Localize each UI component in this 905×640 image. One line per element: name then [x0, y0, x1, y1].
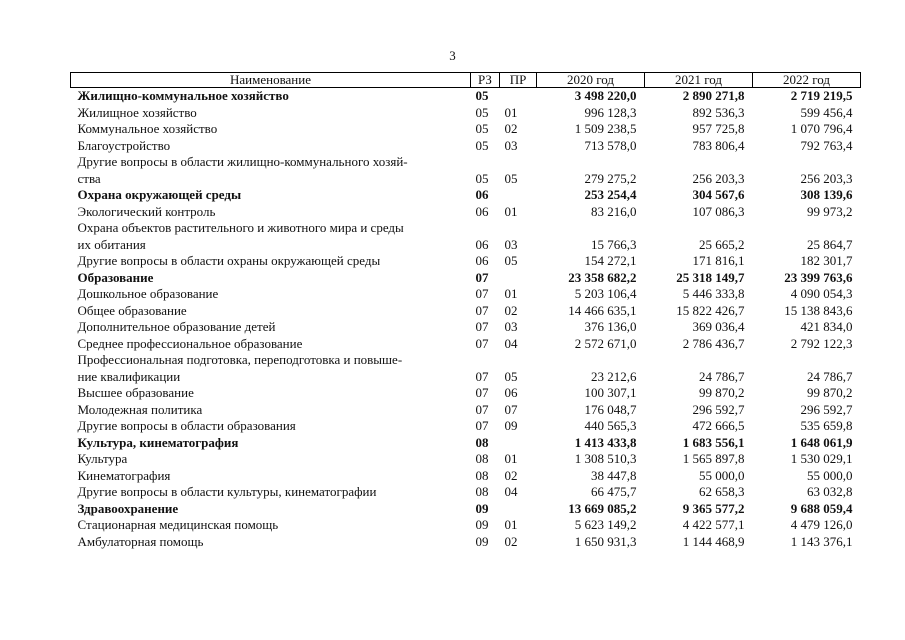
row-value-2022: 2 792 122,3: [790, 335, 853, 351]
table-row: [71, 385, 861, 402]
row-pr: [500, 88, 537, 105]
row-value-2022: 296 592,7: [800, 401, 853, 417]
row-pr: [500, 352, 537, 369]
row-name: ние квалификации: [77, 368, 181, 384]
row-value-2020: 23 212,6: [591, 368, 637, 384]
row-value-2021: 4 422 577,1: [682, 517, 745, 532]
section-row: [71, 187, 861, 204]
row-value-2022: 535 659,8: [800, 418, 853, 433]
row-value-2022: 2 719 219,5: [790, 88, 853, 103]
row-rz: 07: [475, 401, 489, 417]
row-rz: 08: [475, 467, 489, 483]
row-pr: [500, 187, 537, 204]
section-row: [71, 88, 861, 105]
row-value-2020: 3 498 220,0: [574, 88, 637, 103]
row-value-2020: 1 650 931,3: [574, 533, 637, 549]
table-body: [71, 88, 861, 551]
table-row: [71, 319, 861, 336]
table-row: [71, 253, 861, 270]
row-value-2021: 2 890 271,8: [682, 88, 745, 103]
row-rz: 07: [475, 302, 489, 318]
row-pr: [500, 154, 537, 171]
table-row: [71, 402, 861, 419]
row-value-2020: [537, 352, 645, 369]
page-number: 3: [449, 48, 456, 63]
row-pr: [500, 435, 537, 452]
row-rz: 08: [475, 451, 489, 466]
row-rz: 05: [475, 170, 489, 186]
row-pr: 05: [504, 368, 518, 384]
row-pr: 06: [504, 385, 518, 400]
row-value-2022: 308 139,6: [800, 187, 853, 202]
row-pr: 09: [504, 418, 518, 433]
row-rz: 09: [475, 517, 489, 532]
row-value-2021: 369 036,4: [692, 319, 745, 334]
row-name: Охрана объектов растительного и животного мира и среды: [77, 220, 404, 235]
row-name: Молодежная политика: [77, 401, 203, 417]
row-value-2022: [753, 352, 861, 369]
row-value-2020: 1 413 433,8: [574, 434, 637, 450]
row-value-2021: 892 536,3: [692, 104, 745, 120]
section-row: [71, 501, 861, 518]
row-value-2022: 23 399 763,6: [784, 269, 853, 285]
row-pr: 01: [504, 203, 518, 219]
row-value-2020: 2 572 671,0: [574, 335, 637, 351]
table-row: [71, 204, 861, 221]
row-value-2022: 421 834,0: [800, 319, 853, 334]
row-rz: 05: [475, 104, 489, 120]
row-value-2022: 1 530 029,1: [790, 451, 853, 466]
row-name: Культура: [77, 451, 128, 466]
row-value-2020: 38 447,8: [591, 467, 637, 483]
table-row: [71, 534, 861, 551]
row-value-2022: 599 456,4: [800, 104, 853, 120]
row-value-2020: 376 136,0: [584, 319, 637, 334]
table-row: [71, 171, 861, 188]
row-pr: 04: [504, 335, 518, 351]
row-value-2021: 25 318 149,7: [676, 269, 745, 285]
row-name: Другие вопросы в области культуры, кинематографии: [77, 484, 377, 499]
row-value-2020: 5 623 149,2: [574, 517, 637, 532]
table-row: [71, 121, 861, 138]
row-value-2020: 996 128,3: [584, 104, 637, 120]
row-value-2021: 1 565 897,8: [682, 451, 745, 466]
row-pr: [500, 270, 537, 287]
row-value-2020: [537, 154, 645, 171]
table-header-row: [71, 73, 861, 88]
row-value-2021: 99 870,2: [699, 385, 745, 400]
row-value-2022: 15 138 843,6: [784, 302, 853, 318]
row-name: Жилищно-коммунальное хозяйство: [77, 88, 289, 103]
row-rz: 05: [475, 137, 489, 153]
row-value-2020: [537, 220, 645, 237]
row-value-2022: 182 301,7: [800, 253, 853, 268]
row-value-2020: 1 308 510,3: [574, 451, 637, 466]
row-name: Благоустройство: [77, 137, 171, 153]
row-name: их обитания: [77, 236, 146, 252]
row-name: Здравоохранение: [77, 500, 179, 516]
row-value-2021: 5 446 333,8: [682, 286, 745, 301]
row-name: Амбулаторная помощь: [77, 533, 204, 549]
row-value-2022: 1 070 796,4: [790, 121, 853, 136]
row-rz: 05: [475, 88, 489, 103]
table-row: [71, 138, 861, 155]
row-pr: 05: [504, 253, 518, 268]
row-name: Высшее образование: [77, 385, 194, 400]
row-value-2020: 5 203 106,4: [574, 286, 637, 301]
row-value-2020: 14 466 635,1: [568, 302, 637, 318]
row-value-2022: 1 143 376,1: [790, 533, 853, 549]
budget-table: [70, 72, 861, 550]
row-pr: 03: [504, 137, 518, 153]
row-name: Среднее профессиональное образование: [77, 335, 303, 351]
row-name: Культура, кинематография: [77, 434, 239, 450]
row-value-2020: 1 509 238,5: [574, 121, 637, 136]
row-rz: 07: [475, 385, 489, 400]
section-row: [71, 270, 861, 287]
row-value-2020: 100 307,1: [584, 385, 637, 400]
row-value-2021: 62 658,3: [699, 484, 745, 499]
row-value-2022: 4 090 054,3: [790, 286, 853, 301]
row-name: Охрана окружающей среды: [77, 187, 242, 202]
row-pr: 02: [504, 533, 518, 549]
row-value-2022: 4 479 126,0: [790, 517, 853, 532]
row-pr: 02: [504, 467, 518, 483]
row-rz: 07: [475, 368, 489, 384]
row-value-2021: 296 592,7: [692, 401, 745, 417]
row-name: Другие вопросы в области охраны окружающей среды: [77, 253, 381, 268]
row-rz: [471, 154, 500, 171]
table-row: [71, 220, 861, 237]
row-name: Другие вопросы в области образования: [77, 418, 296, 433]
row-value-2020: 176 048,7: [584, 401, 637, 417]
row-value-2020: 154 272,1: [584, 253, 637, 268]
row-rz: 08: [475, 484, 489, 499]
row-value-2021: [645, 220, 753, 237]
row-rz: 08: [475, 434, 489, 450]
header-rz: РЗ: [471, 73, 500, 88]
row-pr: [500, 501, 537, 518]
row-value-2021: 171 816,1: [692, 253, 745, 268]
row-pr: 05: [504, 170, 518, 186]
table-row: [71, 517, 861, 534]
table-row: [71, 369, 861, 386]
row-name: Другие вопросы в области жилищно-коммунального хозяй-: [77, 154, 408, 169]
table-row: [71, 468, 861, 485]
header-name: Наименование: [71, 73, 471, 88]
table-row: [71, 105, 861, 122]
row-rz: 09: [475, 533, 489, 549]
row-name: Дополнительное образование детей: [77, 319, 276, 334]
row-pr: [500, 220, 537, 237]
row-value-2020: 23 358 682,2: [568, 269, 637, 285]
row-pr: 01: [504, 104, 518, 120]
row-value-2022: [753, 154, 861, 171]
header-2022: 2022 год: [753, 73, 861, 88]
row-name: Кинематография: [77, 467, 171, 483]
table-row: [71, 418, 861, 435]
row-pr: 02: [504, 121, 518, 136]
row-value-2022: 792 763,4: [800, 137, 853, 153]
row-value-2022: 1 648 061,9: [790, 434, 853, 450]
row-value-2021: 256 203,3: [692, 170, 745, 186]
table-row: [71, 336, 861, 353]
row-name: Профессиональная подготовка, переподготовка и повыше-: [77, 352, 403, 367]
table-row: [71, 484, 861, 501]
row-value-2021: 783 806,4: [692, 137, 745, 153]
row-value-2021: 1 683 556,1: [682, 434, 745, 450]
row-rz: 07: [475, 269, 489, 285]
table-row: [71, 154, 861, 171]
row-value-2021: 55 000,0: [699, 467, 745, 483]
row-rz: 06: [475, 187, 489, 202]
row-value-2021: [645, 154, 753, 171]
row-pr: 01: [504, 451, 518, 466]
row-rz: 07: [475, 418, 489, 433]
row-pr: 01: [504, 517, 518, 532]
row-value-2020: 713 578,0: [584, 137, 637, 153]
row-rz: 07: [475, 286, 489, 301]
row-pr: 01: [504, 286, 518, 301]
row-value-2020: 253 254,4: [584, 187, 637, 202]
row-rz: 06: [475, 253, 489, 268]
header-pr: ПР: [500, 73, 537, 88]
row-value-2021: 304 567,6: [692, 187, 745, 202]
row-pr: 02: [504, 302, 518, 318]
row-name: Жилищное хозяйство: [77, 104, 197, 120]
row-rz: 06: [475, 236, 489, 252]
row-rz: 07: [475, 335, 489, 351]
row-value-2022: 55 000,0: [807, 467, 853, 483]
row-name: ства: [77, 170, 101, 186]
row-value-2021: [645, 352, 753, 369]
row-value-2022: 256 203,3: [800, 170, 853, 186]
row-rz: 05: [475, 121, 489, 136]
row-value-2020: 13 669 085,2: [568, 500, 637, 516]
row-name: Общее образование: [77, 302, 187, 318]
row-pr: 04: [504, 484, 518, 499]
row-value-2021: 25 665,2: [699, 236, 745, 252]
row-value-2020: 66 475,7: [591, 484, 637, 499]
row-value-2022: 99 973,2: [807, 203, 853, 219]
row-rz: 06: [475, 203, 489, 219]
row-rz: 09: [475, 500, 489, 516]
row-value-2021: 24 786,7: [699, 368, 745, 384]
header-2021: 2021 год: [645, 73, 753, 88]
row-pr: 03: [504, 236, 518, 252]
row-value-2022: 99 870,2: [807, 385, 853, 400]
row-value-2021: 957 725,8: [692, 121, 745, 136]
header-2020: 2020 год: [537, 73, 645, 88]
row-value-2022: 63 032,8: [807, 484, 853, 499]
row-value-2022: 9 688 059,4: [790, 500, 853, 516]
row-name: Стационарная медицинская помощь: [77, 517, 279, 532]
table-row: [71, 237, 861, 254]
row-name: Образование: [77, 269, 154, 285]
row-rz: [471, 352, 500, 369]
row-value-2021: 472 666,5: [692, 418, 745, 433]
row-pr: 03: [504, 319, 518, 334]
row-value-2022: 24 786,7: [807, 368, 853, 384]
table-row: [71, 352, 861, 369]
row-rz: 07: [475, 319, 489, 334]
row-value-2020: 279 275,2: [584, 170, 637, 186]
table-row: [71, 303, 861, 320]
table-row: [71, 451, 861, 468]
table-row: [71, 286, 861, 303]
row-value-2021: 107 086,3: [692, 203, 745, 219]
row-value-2021: 1 144 468,9: [682, 533, 745, 549]
row-value-2021: 2 786 436,7: [682, 335, 745, 351]
row-value-2022: [753, 220, 861, 237]
row-pr: 07: [504, 401, 518, 417]
row-name: Коммунальное хозяйство: [77, 121, 218, 136]
section-row: [71, 435, 861, 452]
row-rz: [471, 220, 500, 237]
row-value-2021: 9 365 577,2: [682, 500, 745, 516]
row-name: Дошкольное образование: [77, 286, 219, 301]
row-value-2020: 15 766,3: [591, 236, 637, 252]
row-name: Экологический контроль: [77, 203, 216, 219]
row-value-2020: 83 216,0: [591, 203, 637, 219]
row-value-2020: 440 565,3: [584, 418, 637, 433]
row-value-2021: 15 822 426,7: [676, 302, 745, 318]
row-value-2022: 25 864,7: [807, 236, 853, 252]
